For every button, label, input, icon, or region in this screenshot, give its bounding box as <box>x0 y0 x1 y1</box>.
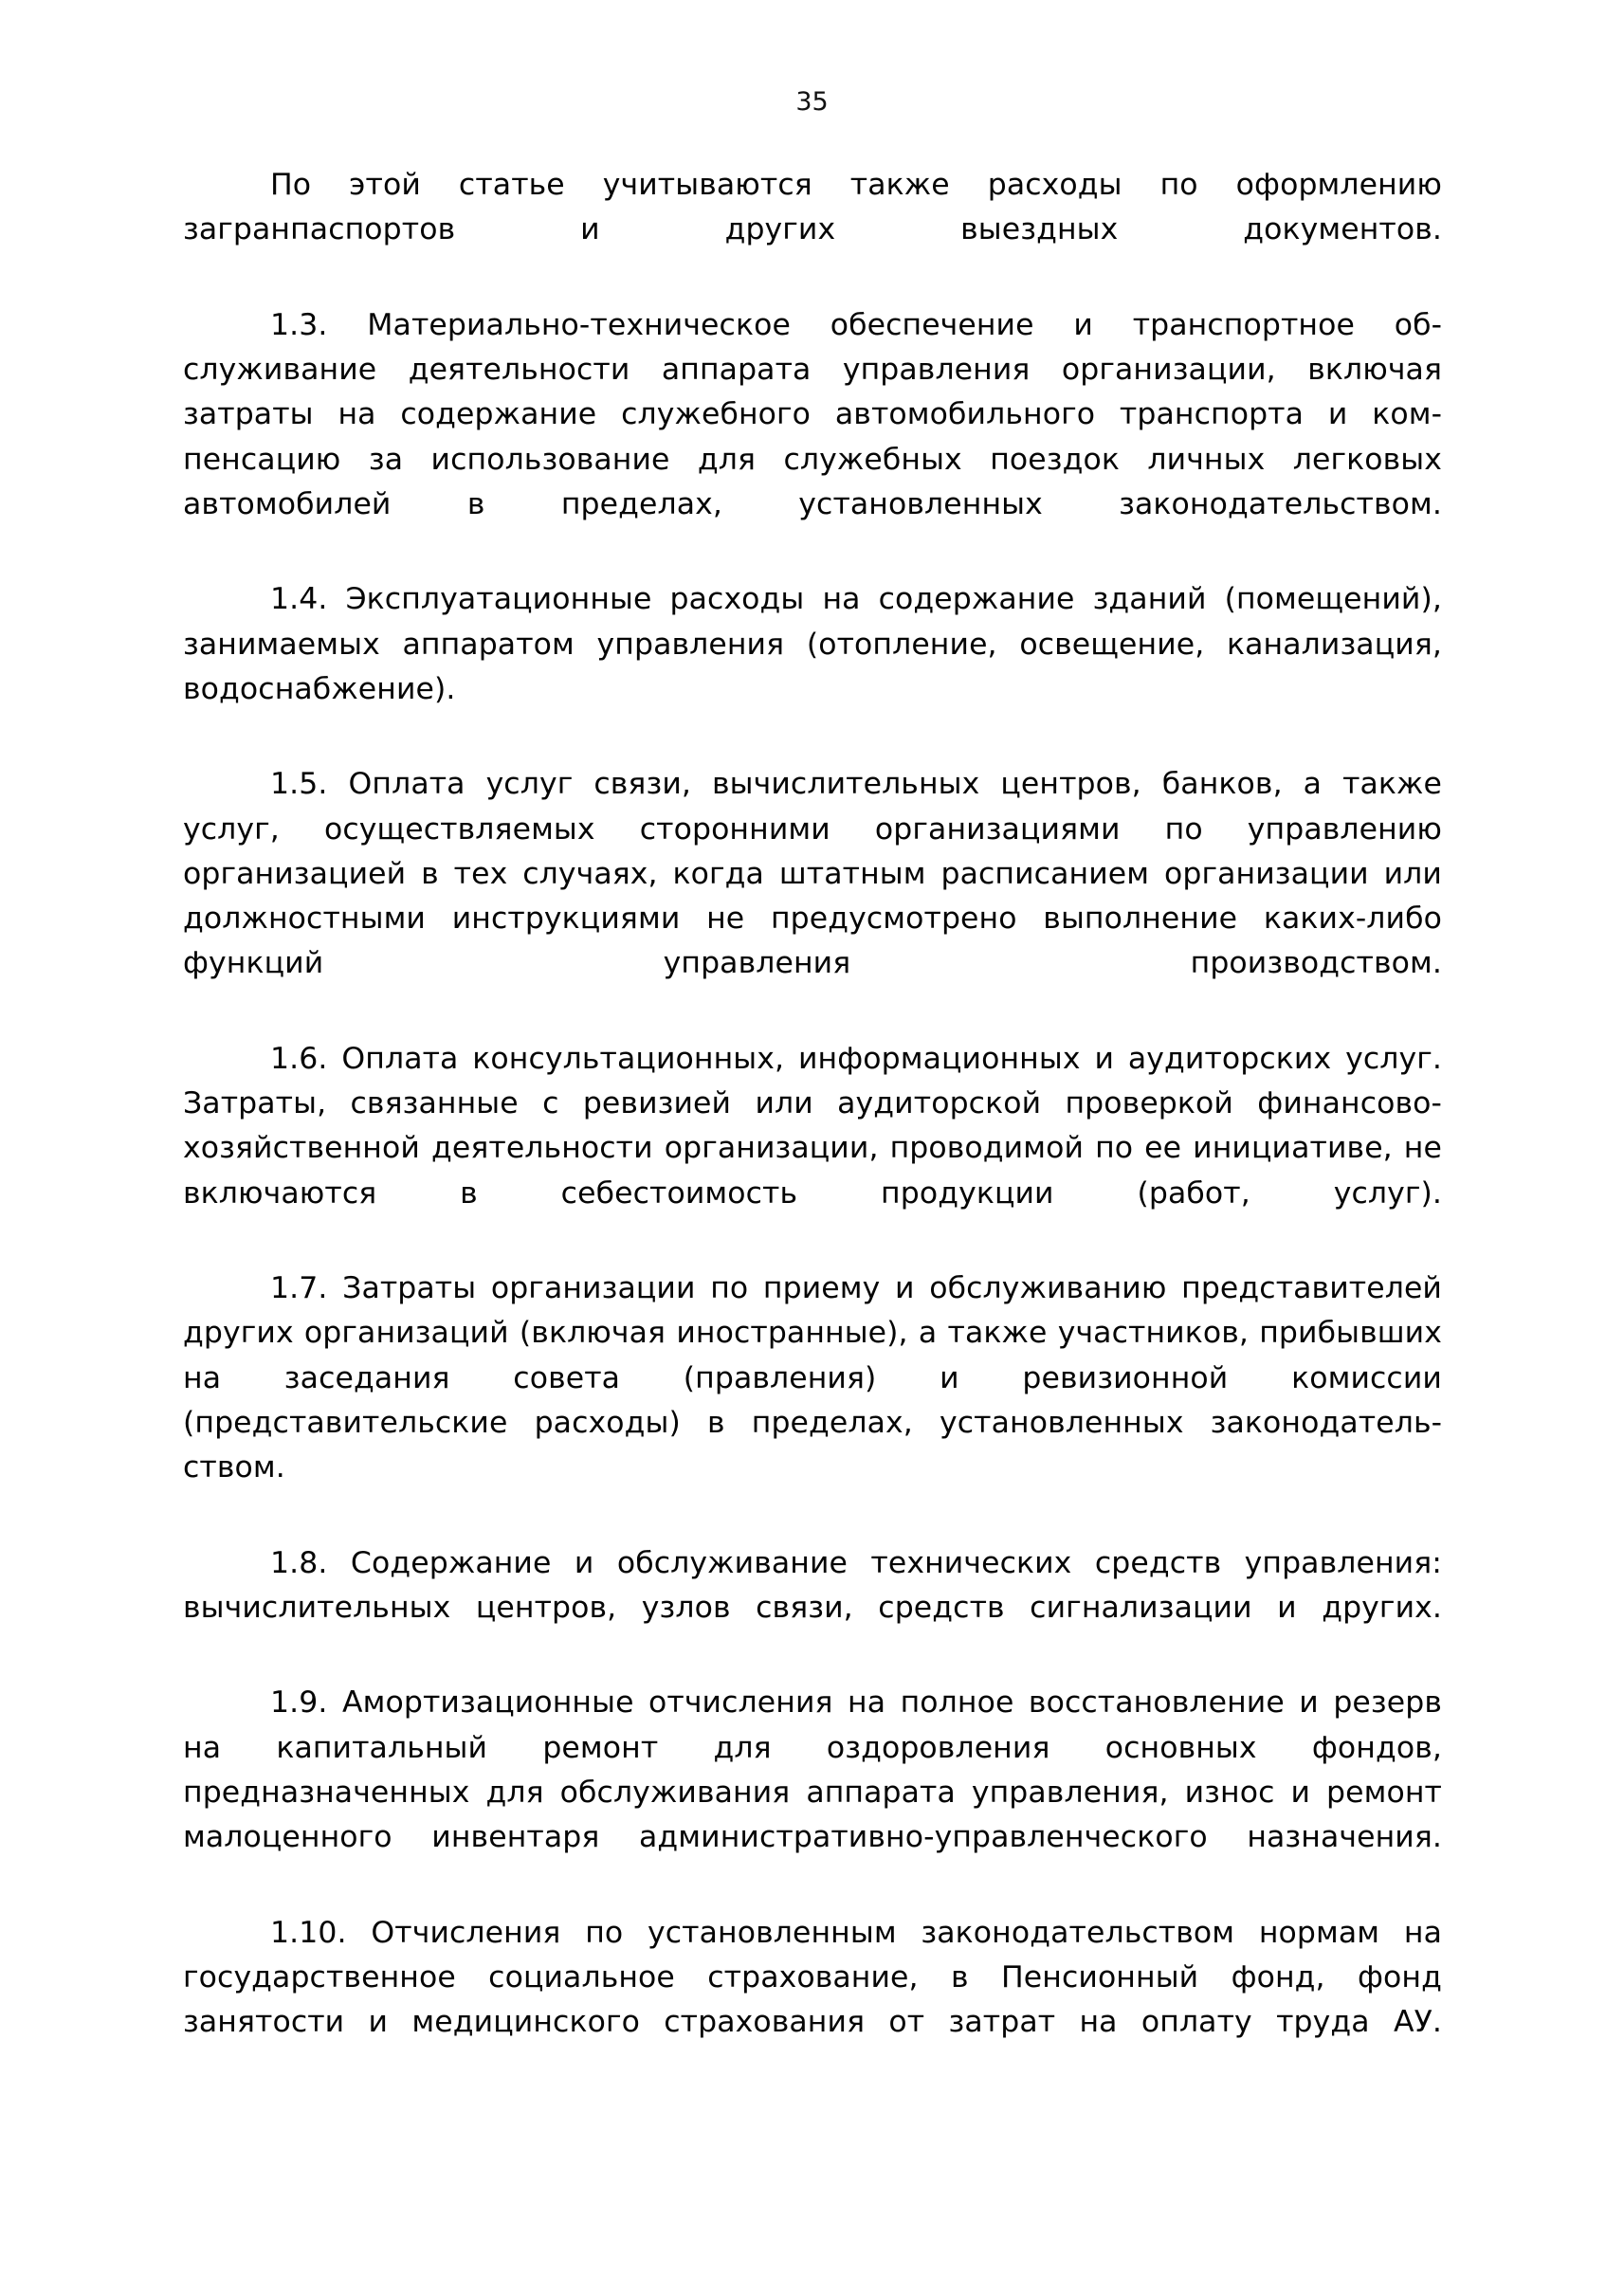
paragraph: 1.6. Оплата консультационных, информационных и аудиторских услуг. Затраты, связанные с ревизией или аудиторской проверкой финансово-хозяйственной деятельности организации, проводимой по ее инициативе, не включаются в себестоимость продукции (работ, услуг). <box>183 1041 1442 1211</box>
paragraph: По этой статье учитываются также расходы по оформлению загранпаспортов и других выездных документов. <box>183 168 1442 247</box>
paragraph: 1.8. Содержание и обслуживание технических средств управления: вычислительных центров, узлов связи, средств сигнализации и других. <box>183 1545 1442 1625</box>
paragraph: 1.10. Отчисления по установленным законодательством нормам на государственное социальное страхование, в Пенсионный фонд, фонд занятости и медицинского страхования от затрат на оплату труда АУ. <box>183 1915 1442 2039</box>
paragraph: 1.4. Эксплуатационные расходы на содержание зданий (помещений), занимаемых аппаратом управления (отопление, освещение, канализация, водоснабжение). <box>183 582 1442 706</box>
page-body <box>183 163 1442 2090</box>
paragraph: 1.5. Оплата услуг связи, вычислительных центров, банков, а также услуг, осуществляемых сторонними организациями по управлению организацией в тех случаях, когда штатным расписанием организации или должностными инструкциями не предусмотрено выполнение каких-либо функций управления производством. <box>183 767 1442 981</box>
paragraph: 1.3. Материально-техническое обеспечение и транспортное обслуживание деятельности аппарата управления организации, включая затраты на содержание служебного автомобильного транспорта и компенсацию за использование для служебных поездок личных легковых автомобилей в пределах, установленных законодательством. <box>183 307 1442 521</box>
paragraph: 1.7. Затраты организации по приему и обслуживанию представителей других организаций (включая иностранные), а также участников, прибывших на заседания совета (правления) и ревизионной комиссии (представительские расходы) в пределах, установленных законодательством. <box>183 1271 1442 1484</box>
page-number: 35 <box>795 87 829 117</box>
paragraph: 1.9. Амортизационные отчисления на полное восстановление и резерв на капитальный ремонт для оздоровления основных фондов, предназначенных для обслуживания аппарата управления, износ и ремонт малоценного инвентаря административно-управленческого назначения. <box>183 1685 1442 1854</box>
